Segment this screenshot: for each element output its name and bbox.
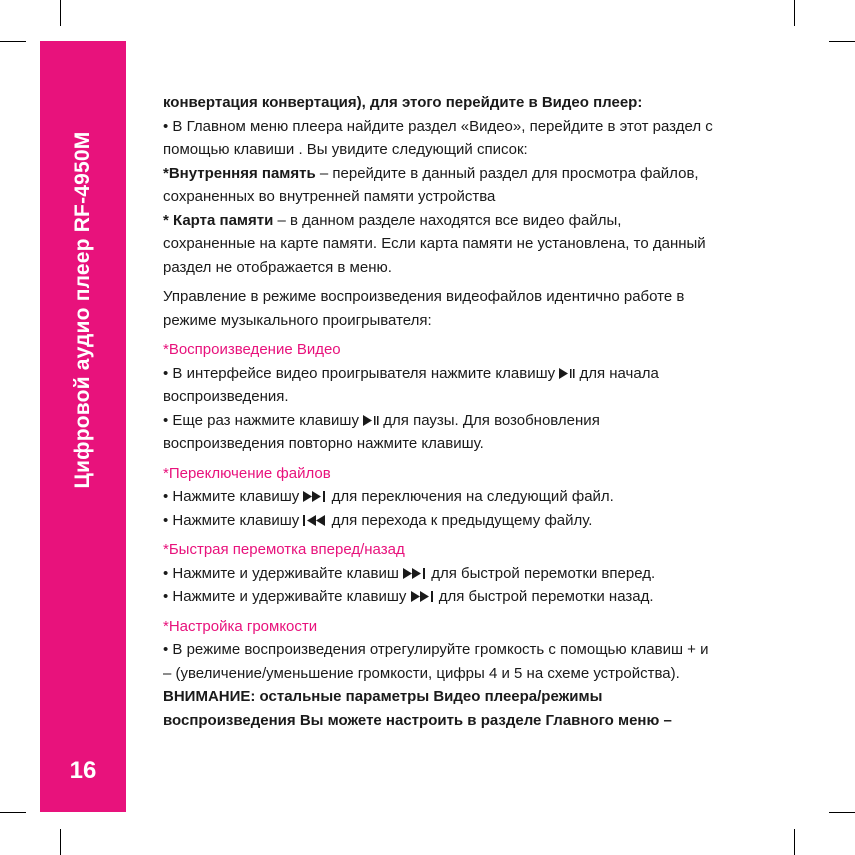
next-track-icon [411,591,435,602]
text-fragment: • Нажмите клавишу [163,488,304,505]
warning-line: воспроизведения Вы можете настроить в разделе Главного меню – [163,711,672,729]
crop-mark [60,0,61,26]
text-fragment: • Нажмите клавишу [163,511,304,529]
text-line: воспроизведения. [163,388,289,405]
page-number: 16 [69,757,97,784]
crop-mark [60,829,61,855]
text-line: режиме музыкального проигрывателя: [163,311,432,329]
section-heading-volume: *Настройка громкости [163,617,318,635]
play-pause-icon [363,415,379,426]
text-fragment: • Нажмите и удерживайте клавиш [163,564,404,582]
next-track-icon [303,491,327,502]
text-fragment: для быстрой перемотки вперед. [427,564,656,582]
text-line [163,485,783,509]
sidebar-title: Цифровой аудио плеер RF-4950M [71,131,94,489]
text-line [163,162,783,186]
text-line: помощью клавиши . Вы увидите следующий список: [163,141,528,158]
text-line: – (увеличение/уменьшение громкости, цифры 4 и 5 на схеме устройства). [163,664,680,682]
warning-line: ВНИМАНИЕ: остальные параметры Видео плеера/режимы [163,688,603,705]
text-fragment: • Нажмите и удерживайте клавишу [163,588,411,605]
text-fragment: для паузы. Для возобновления [379,411,600,429]
text-line: воспроизведения повторно нажмите клавишу. [163,435,484,452]
text-line: сохраненные на карте памяти. Если карта памяти не установлена, то данный [163,235,706,252]
text-line: Управление в режиме воспроизведения видеофайлов идентично работе в [163,288,685,305]
text-line [163,409,783,433]
crop-mark [829,812,855,813]
crop-mark [794,0,795,26]
memory-card-label: * Карта памяти [163,211,274,229]
text-fragment: – в данном разделе находятся все видео файлы, [273,211,622,229]
crop-mark [0,41,26,42]
section-heading-seek: *Быстрая перемотка вперед/назад [163,541,405,558]
text-line [163,562,783,586]
previous-track-icon [303,515,327,526]
play-pause-icon [559,368,575,379]
text-fragment: • Еще раз нажмите клавишу [163,411,364,429]
text-fragment: • В интерфейсе видео проигрывателя нажмите клавишу [163,364,560,382]
text-fragment: – перейдите в данный раздел для просмотра файлов, [315,164,699,182]
text-line [163,362,783,386]
text-fragment: для быстрой перемотки назад. [434,588,654,605]
text-line: раздел не отображается в меню. [163,258,392,276]
text-fragment: для начала [575,364,659,382]
text-line: • В режиме воспроизведения отрегулируйте громкость с помощью клавиш + и [163,641,709,658]
section-heading-file-switch: *Переключение файлов [163,464,331,482]
section-heading-playback: *Воспроизведение Видео [163,341,341,358]
crop-mark [794,829,795,855]
intro-line: конвертация конвертация), для этого перейдите в Видео плеер: [163,94,643,111]
text-fragment: для переключения на следующий файл. [327,488,614,505]
text-line: сохраненных во внутренней памяти устройства [163,188,496,205]
crop-mark [0,812,26,813]
text-line [163,209,783,233]
main-content [163,91,783,732]
next-track-icon [403,568,427,579]
text-line: • В Главном меню плеера найдите раздел «Видео», перейдите в этот раздел с [163,117,713,135]
internal-memory-label: *Внутренняя память [163,164,316,182]
text-line [163,509,783,533]
text-fragment: для перехода к предыдущему файлу. [327,511,593,529]
crop-mark [829,41,855,42]
text-line [163,585,783,609]
